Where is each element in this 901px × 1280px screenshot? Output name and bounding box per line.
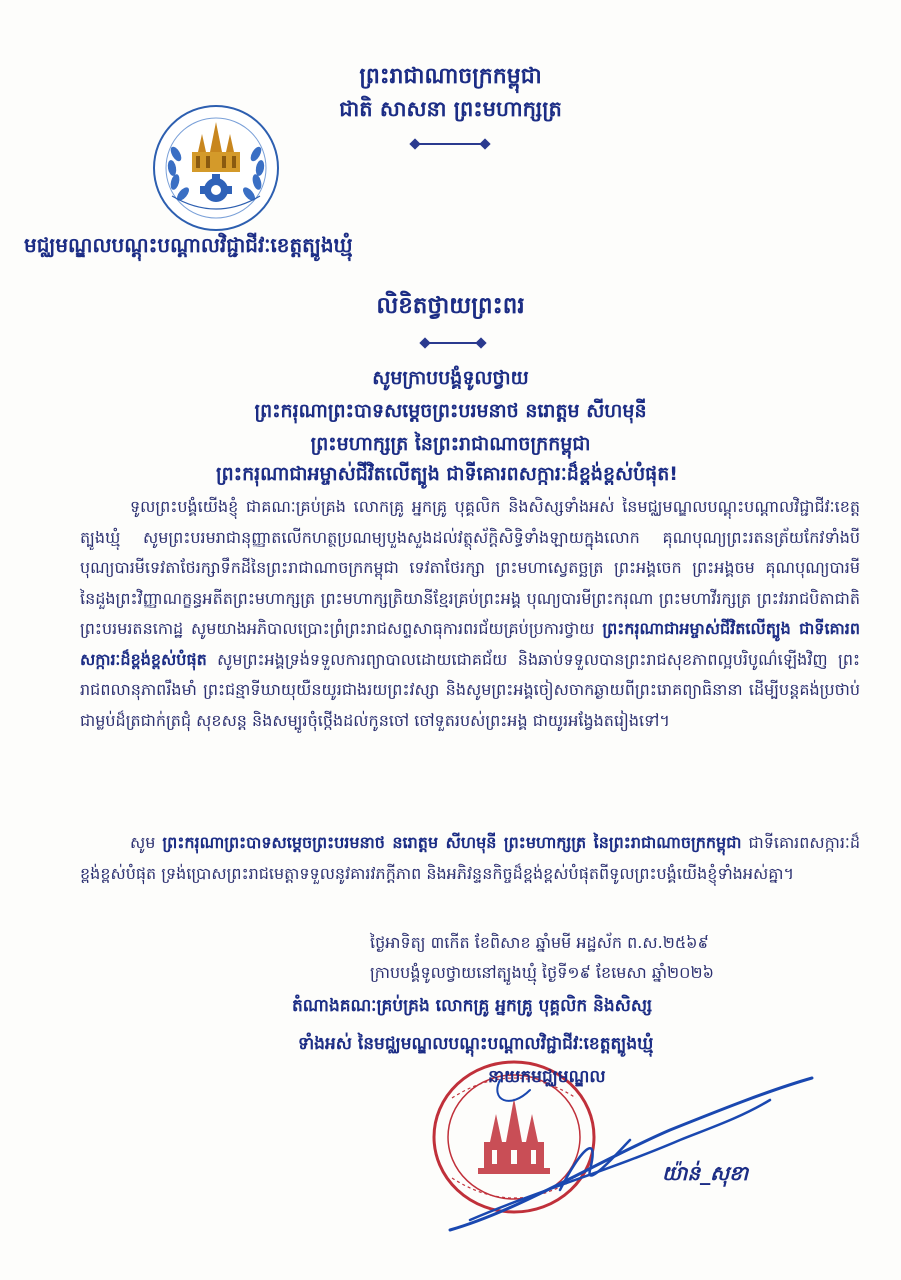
body-paragraph — [80, 492, 860, 736]
paragraph-bold-text: ព្រះករុណាព្រះបាទសម្តេចព្រះបរមនាថ នរោត្តម សីហមុនី ព្រះមហាក្សត្រ នៃព្រះរាជាណាចក្រកម្ពុជា — [162, 833, 742, 852]
paragraph-text: សូមព្រះអង្គទ្រង់ទទួលការព្យាបាលដោយជោគជ័យ និងឆាប់ទទួលបានព្រះរាជសុខភាពល្អបរិបូណ៌ឡើងវិញ ព្រះរាជពលានុភាពរឹងមាំ ព្រះជន្មាទីឃាយុយឺនយូរជាងរយព្រះវស្សា និងសូមព្រះអង្គចៀសចាកឆ្ងាយពីព្រះរោគព្យាធិនានា ដើម្បីបន្តគង់ប្រថាប់ជាម្លប់ដ៏ត្រជាក់ត្រជុំ សុខសន្ត និងសម្បូរចុំថ្កើងដល់កូនចៅ ចៅទួតរបស់ព្រះអង្គ ជាយូរអង្វែងតរៀងទៅ។ — [80, 649, 860, 730]
address-line: សូមក្រាបបង្គំទូលថ្វាយ — [372, 367, 529, 389]
blue-handwritten-signature-icon — [440, 1070, 820, 1240]
signatory-line: ទាំងអស់ នៃមជ្ឈមណ្ឌលបណ្តុះបណ្តាលវិជ្ជាជីវៈខេត្តត្បូងឃ្មុំ — [298, 1034, 654, 1054]
lunar-date: ថ្ងៃអាទិត្យ ៣កើត ខែពិសាខ ឆ្នាំមមី អដ្ឋស័ក ព.ស.២៥៦៩ — [370, 933, 709, 952]
paragraph-text: ទូលព្រះបង្គំយើងខ្ញុំ ជាគណៈគ្រប់គ្រង លោកគ្រូ អ្នកគ្រូ បុគ្គលិក និងសិស្សទាំងអស់ នៃមជ្ឈមណ្ឌលបណ្តុះបណ្តាលវិជ្ជាជីវៈខេត្តត្បូងឃ្មុំ សូមព្រះបរមរាជានុញ្ញាតលើកហត្ថប្រណម្យបួងសួងដល់វត្ថុស័ក្តិសិទ្ធិទាំងឡាយក្នុងលោក គុណបុណ្យព្រះរតនត្រ័យកែវទាំងបី បុណ្យបារមីទេវតាថែរក្សាទឹកដីនៃព្រះរាជាណាចក្រកម្ពុជា ទេវតាថែរក្សា ព្រះមហាស្វេតច្ឆត្រ ព្រះអង្គចេក ព្រះអង្គចម គុណបុណ្យបារមីនៃដួងព្រះវិញ្ញាណក្ខន្ធអតីតព្រះមហាក្សត្រ ព្រះមហាក្សត្រិយានីខ្មែរគ្រប់ព្រះអង្គ បុណ្យបារមីព្រះករុណា ព្រះមហាវីរក្សត្រ ព្រះវររាជបិតាជាតិ ព្រះបរមរតនកោដ្ឋ សូមយាងអភិបាលប្រោះព្រំព្រះរាជសព្ទសាធុការពរជ័យគ្រប់ប្រការថ្វាយ — [80, 497, 860, 638]
ornament-divider — [415, 143, 485, 145]
national-motto: ជាតិ សាសនា ព្រះមហាក្សត្រ — [339, 97, 562, 121]
paragraph-text: ជាទីគោរពសក្ការៈដ៏ខ្ពង់ខ្ពស់បំផុត ទ្រង់ប្រោសព្រះរាជមេត្តាទទួលនូវគារវភក្តីភាព និងអភិវន្ទនកិច្ចដ៏ខ្ពង់ខ្ពស់បំផុតពីទូលព្រះបង្គំយើងខ្ញុំទាំងអស់គ្នា។ — [80, 833, 860, 883]
address-line: ព្រះមហាក្សត្រ នៃព្រះរាជាណាចក្រកម្ពុជា — [310, 433, 591, 455]
ornament-divider — [425, 342, 481, 344]
kingdom-heading: ព្រះរាជាណាចក្រកម្ពុជា — [359, 64, 542, 89]
director-title: នាយកមជ្ឈមណ្ឌល — [488, 1067, 606, 1087]
letter-title: លិខិតថ្វាយព្រះពរ — [376, 293, 525, 319]
provincial-training-center-seal-icon — [152, 104, 280, 232]
paragraph-text: សូម — [130, 833, 156, 852]
signatory-line: តំណាងគណៈគ្រប់គ្រង លោកគ្រូ អ្នកគ្រូ បុគ្គលិក និងសិស្ស — [292, 996, 653, 1016]
signatory-name: យ៉ាន់_សុខា — [662, 1161, 749, 1185]
address-line: ព្រះករុណាជាអម្ចាស់ជីវិតលើត្បូង ជាទីគោរពសក្ការៈដ៏ខ្ពង់ខ្ពស់បំផុត! — [216, 463, 678, 485]
paragraph-bold-text: ព្រះករុណាជាអម្ចាស់ជីវិតលើត្បូង ជាទីគោរពសក្ការៈដ៏ខ្ពង់ខ្ពស់បំផុត — [80, 619, 861, 669]
body-paragraph — [80, 828, 860, 889]
solar-date: ក្រាបបង្គំទូលថ្វាយនៅត្បូងឃ្មុំ ថ្ងៃទី១៩ ខែមេសា ឆ្នាំ២០២៦ — [370, 963, 714, 982]
institution-name: មជ្ឈមណ្ឌលបណ្តុះបណ្តាលវិជ្ជាជីវៈខេត្តត្បូងឃ្មុំ — [24, 233, 353, 257]
address-line: ព្រះករុណាព្រះបាទសម្តេចព្រះបរមនាថ នរោត្តម សីហមុនី — [254, 400, 647, 422]
